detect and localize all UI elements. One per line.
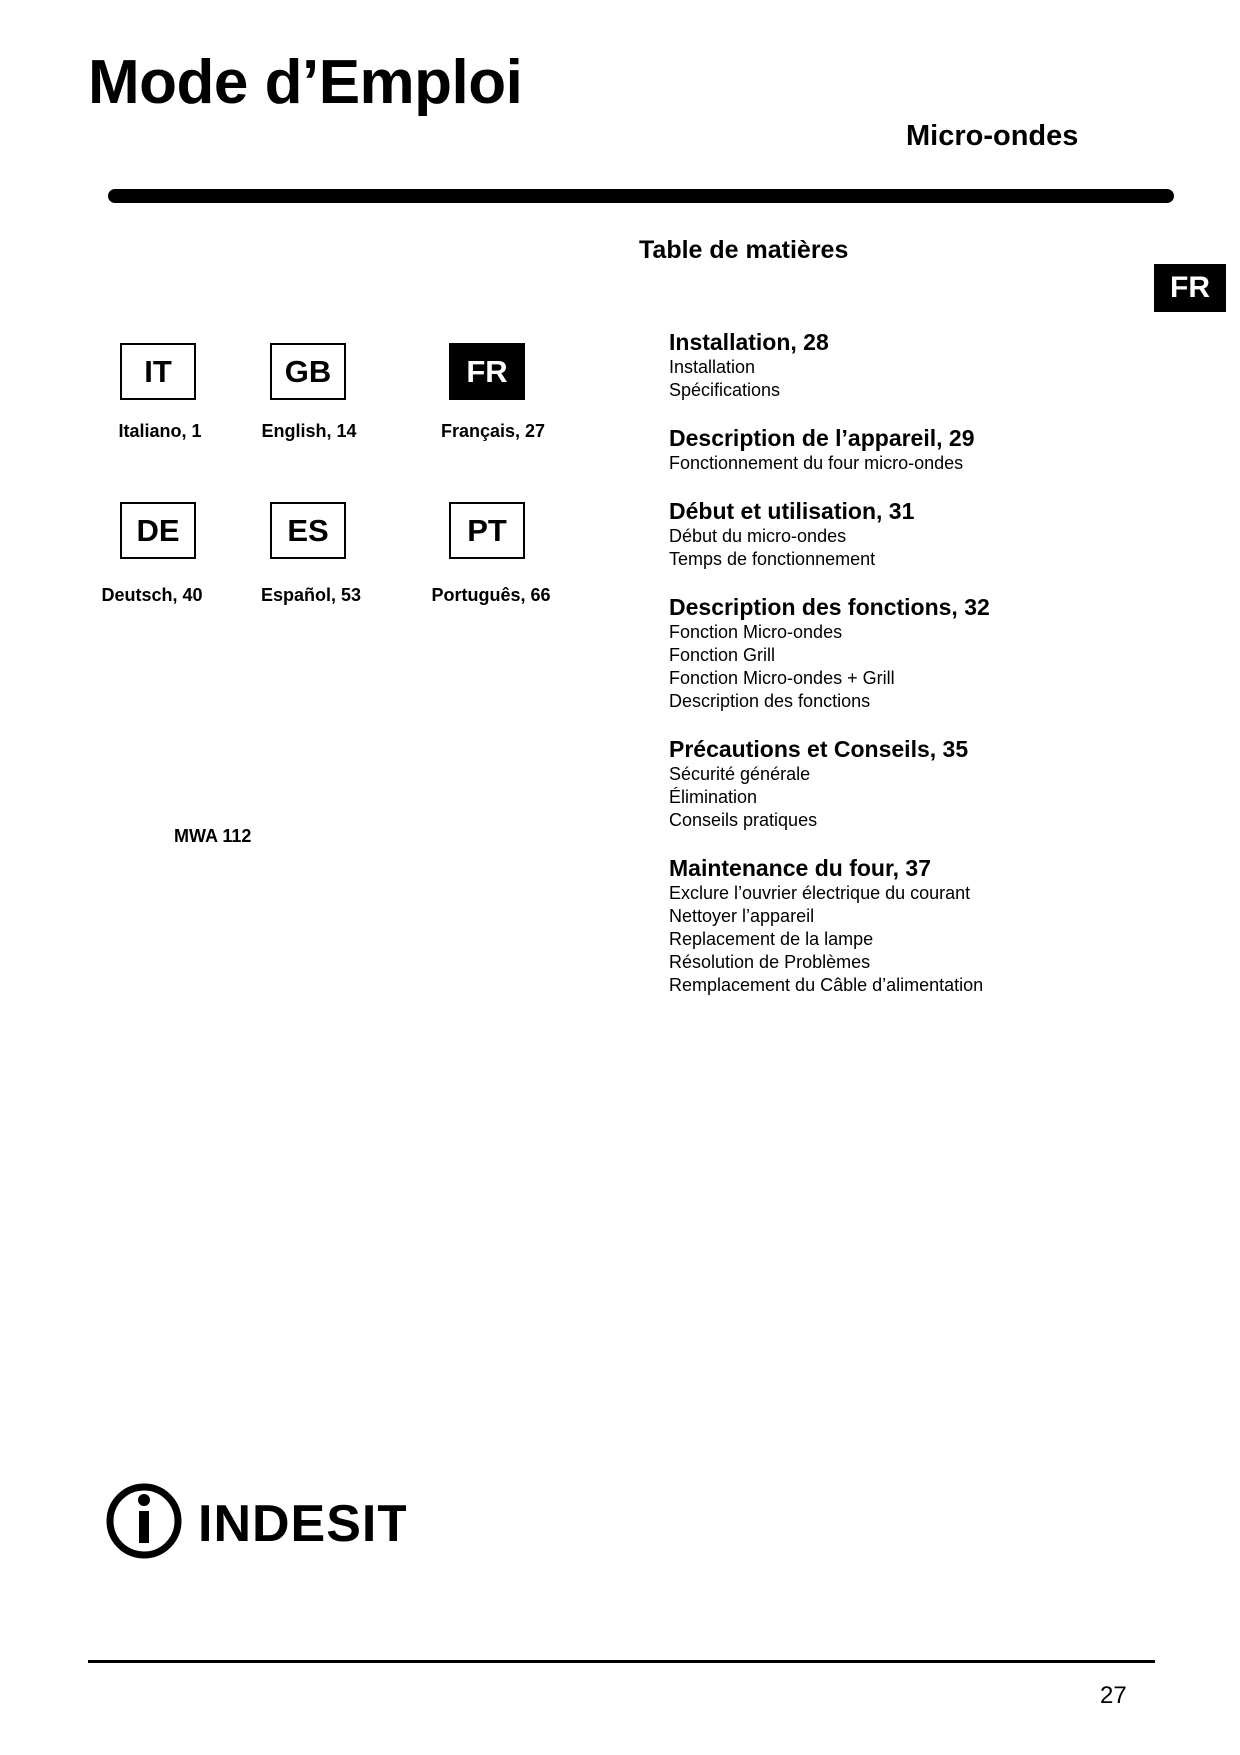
toc-section-title[interactable]: Installation, 28 [669, 329, 829, 355]
lang-box-pt[interactable]: PT [449, 502, 525, 559]
lang-label-es[interactable]: Español, 53 [260, 585, 362, 605]
page-title: Mode d’Emploi [88, 48, 523, 117]
toc-item[interactable]: Description des fonctions [669, 691, 871, 711]
toc-section-precautions [669, 735, 1189, 832]
toc-item[interactable]: Sécurité générale [669, 764, 811, 784]
toc-item[interactable]: Temps de fonctionnement [669, 549, 876, 569]
toc-section-title[interactable]: Maintenance du four, 37 [669, 855, 931, 881]
lang-label-gb[interactable]: English, 14 [261, 421, 357, 441]
toc-item[interactable]: Élimination [669, 787, 758, 807]
language-side-tab: FR [1154, 264, 1226, 312]
lang-box-gb[interactable]: GB [270, 343, 346, 400]
toc-item[interactable]: Résolution de Problèmes [669, 952, 871, 972]
lang-box-it[interactable]: IT [120, 343, 196, 400]
toc-item[interactable]: Installation [669, 357, 756, 377]
svg-text:INDESIT: INDESIT [198, 1495, 406, 1553]
toc-item[interactable]: Replacement de la lampe [669, 929, 874, 949]
model-number: MWA 112 [174, 826, 252, 846]
lang-label-fr[interactable]: Français, 27 [440, 421, 546, 441]
indesit-i-icon [106, 1480, 406, 1562]
toc-item[interactable]: Nettoyer l’appareil [669, 906, 815, 926]
toc-section-maintenance [669, 854, 1189, 997]
lang-box-de[interactable]: DE [120, 502, 196, 559]
toc-item[interactable]: Fonction Micro-ondes [669, 622, 843, 642]
toc-item[interactable]: Remplacement du Câble d’alimentation [669, 975, 984, 995]
lang-label-de[interactable]: Deutsch, 40 [101, 585, 203, 605]
toc-section-description-appareil [669, 424, 1189, 475]
toc-section-description-fonctions [669, 593, 1189, 713]
lang-box-es[interactable]: ES [270, 502, 346, 559]
lang-label-it[interactable]: Italiano, 1 [118, 421, 202, 441]
toc-item[interactable]: Spécifications [669, 380, 781, 400]
toc-item[interactable]: Fonction Micro-ondes + Grill [669, 668, 895, 688]
toc-item[interactable]: Exclure l’ouvrier électrique du courant [669, 883, 971, 903]
header-divider [108, 189, 1174, 203]
toc-item[interactable]: Fonctionnement du four micro-ondes [669, 453, 964, 473]
toc-section-title[interactable]: Début et utilisation, 31 [669, 498, 915, 524]
product-subtitle: Micro-ondes [906, 120, 1079, 152]
footer-divider [88, 1660, 1155, 1663]
indesit-logo [106, 1480, 406, 1562]
lang-box-fr[interactable]: FR [449, 343, 525, 400]
toc-section-title[interactable]: Description des fonctions, 32 [669, 594, 990, 620]
toc-section-debut-utilisation [669, 497, 1189, 571]
toc-section-installation [669, 328, 1189, 402]
toc-heading: Table de matières [639, 236, 849, 264]
lang-label-pt[interactable]: Português, 66 [431, 585, 551, 605]
table-of-contents [669, 328, 1189, 1019]
page-number: 27 [1100, 1682, 1127, 1709]
toc-item[interactable]: Fonction Grill [669, 645, 776, 665]
toc-section-title[interactable]: Description de l’appareil, 29 [669, 425, 975, 451]
toc-item[interactable]: Début du micro-ondes [669, 526, 847, 546]
toc-section-title[interactable]: Précautions et Conseils, 35 [669, 736, 969, 762]
toc-item[interactable]: Conseils pratiques [669, 810, 818, 830]
